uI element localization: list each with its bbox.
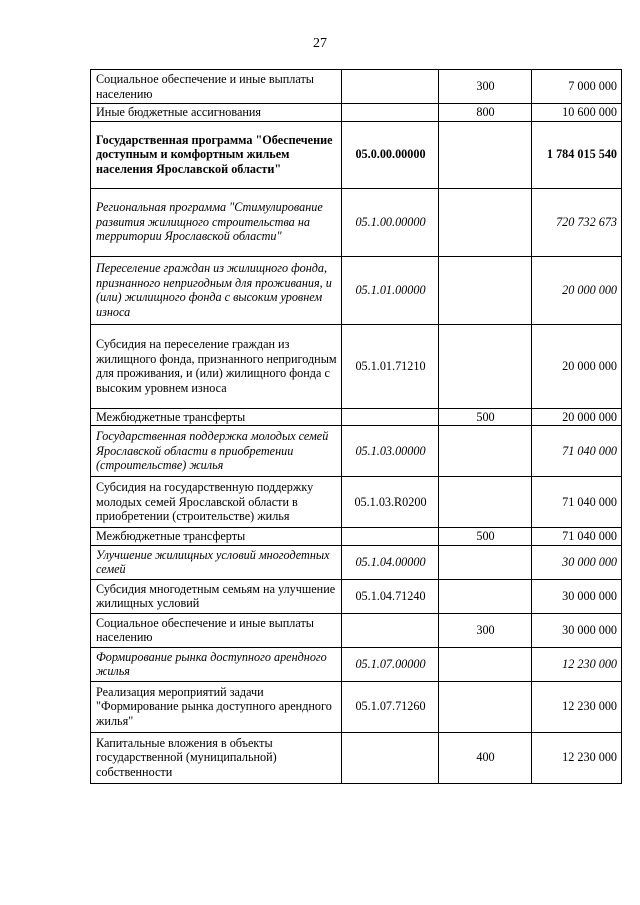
row-expense-type bbox=[439, 426, 532, 477]
row-sum: 20 000 000 bbox=[532, 408, 622, 426]
row-expense-type bbox=[439, 188, 532, 256]
row-code bbox=[342, 70, 439, 104]
row-name: Иные бюджетные ассигнования bbox=[91, 104, 342, 122]
row-code: 05.1.01.00000 bbox=[342, 256, 439, 324]
row-code bbox=[342, 104, 439, 122]
row-name: Межбюджетные трансферты bbox=[91, 528, 342, 546]
row-code bbox=[342, 528, 439, 546]
row-expense-type bbox=[439, 121, 532, 188]
row-code: 05.1.04.71240 bbox=[342, 579, 439, 613]
row-code bbox=[342, 408, 439, 426]
table-row bbox=[91, 104, 622, 122]
row-name: Государственная поддержка молодых семей Ярославской области в приобретении (строительстве) жилья bbox=[91, 426, 342, 477]
row-sum: 1 784 015 540 bbox=[532, 121, 622, 188]
row-sum: 12 230 000 bbox=[532, 681, 622, 732]
row-name: Реализация мероприятий задачи "Формирование рынка доступного арендного жилья" bbox=[91, 681, 342, 732]
row-code: 05.1.01.71210 bbox=[342, 324, 439, 408]
row-sum: 7 000 000 bbox=[532, 70, 622, 104]
row-name: Субсидия многодетным семьям на улучшение жилищных условий bbox=[91, 579, 342, 613]
row-name: Социальное обеспечение и иные выплаты населению bbox=[91, 613, 342, 647]
row-name: Субсидия на государственную поддержку молодых семей Ярославской области в приобретении (строительстве) жилья bbox=[91, 477, 342, 528]
table-row bbox=[91, 188, 622, 256]
table-row bbox=[91, 70, 622, 104]
row-code: 05.1.03.00000 bbox=[342, 426, 439, 477]
budget-table bbox=[90, 69, 622, 784]
row-expense-type: 800 bbox=[439, 104, 532, 122]
row-expense-type bbox=[439, 477, 532, 528]
row-sum: 20 000 000 bbox=[532, 324, 622, 408]
row-name: Капитальные вложения в объекты государственной (муниципальной) собственности bbox=[91, 732, 342, 783]
row-expense-type: 300 bbox=[439, 613, 532, 647]
row-sum: 30 000 000 bbox=[532, 579, 622, 613]
table-row bbox=[91, 408, 622, 426]
table-row bbox=[91, 528, 622, 546]
table-row bbox=[91, 426, 622, 477]
row-name: Региональная программа "Стимулирование развития жилищного строительства на территории Ярославской области" bbox=[91, 188, 342, 256]
row-sum: 71 040 000 bbox=[532, 426, 622, 477]
row-sum: 30 000 000 bbox=[532, 545, 622, 579]
row-expense-type bbox=[439, 324, 532, 408]
row-name: Субсидия на переселение граждан из жилищного фонда, признанного непригодным для проживания, и (или) жилищного фонда с высоким уровнем износа bbox=[91, 324, 342, 408]
row-name: Формирование рынка доступного арендного жилья bbox=[91, 647, 342, 681]
table-row bbox=[91, 732, 622, 783]
row-code: 05.1.07.71260 bbox=[342, 681, 439, 732]
row-sum: 71 040 000 bbox=[532, 477, 622, 528]
table-row bbox=[91, 613, 622, 647]
row-sum: 30 000 000 bbox=[532, 613, 622, 647]
row-code: 05.1.03.R0200 bbox=[342, 477, 439, 528]
table-row bbox=[91, 647, 622, 681]
table-row bbox=[91, 324, 622, 408]
row-expense-type bbox=[439, 579, 532, 613]
table-row bbox=[91, 477, 622, 528]
page-number: 27 bbox=[313, 36, 327, 51]
row-expense-type bbox=[439, 545, 532, 579]
row-code: 05.1.00.00000 bbox=[342, 188, 439, 256]
row-name: Государственная программа "Обеспечение доступным и комфортным жильем населения Ярославской области" bbox=[91, 121, 342, 188]
table-row bbox=[91, 121, 622, 188]
row-expense-type bbox=[439, 647, 532, 681]
row-sum: 20 000 000 bbox=[532, 256, 622, 324]
table-row bbox=[91, 681, 622, 732]
row-code: 05.1.07.00000 bbox=[342, 647, 439, 681]
budget-table-body bbox=[91, 70, 622, 784]
row-name: Улучшение жилищных условий многодетных семей bbox=[91, 545, 342, 579]
row-sum: 10 600 000 bbox=[532, 104, 622, 122]
row-sum: 12 230 000 bbox=[532, 732, 622, 783]
row-code: 05.0.00.00000 bbox=[342, 121, 439, 188]
row-expense-type: 500 bbox=[439, 528, 532, 546]
row-sum: 720 732 673 bbox=[532, 188, 622, 256]
table-row bbox=[91, 256, 622, 324]
row-name: Межбюджетные трансферты bbox=[91, 408, 342, 426]
row-expense-type bbox=[439, 256, 532, 324]
row-code bbox=[342, 732, 439, 783]
row-expense-type bbox=[439, 681, 532, 732]
table-row bbox=[91, 545, 622, 579]
row-name: Переселение граждан из жилищного фонда, признанного непригодным для проживания, и (или) жилищного фонда с высоким уровнем износа bbox=[91, 256, 342, 324]
row-expense-type: 500 bbox=[439, 408, 532, 426]
row-code: 05.1.04.00000 bbox=[342, 545, 439, 579]
row-sum: 71 040 000 bbox=[532, 528, 622, 546]
row-expense-type: 300 bbox=[439, 70, 532, 104]
row-name: Социальное обеспечение и иные выплаты населению bbox=[91, 70, 342, 104]
table-row bbox=[91, 579, 622, 613]
row-sum: 12 230 000 bbox=[532, 647, 622, 681]
row-expense-type: 400 bbox=[439, 732, 532, 783]
row-code bbox=[342, 613, 439, 647]
